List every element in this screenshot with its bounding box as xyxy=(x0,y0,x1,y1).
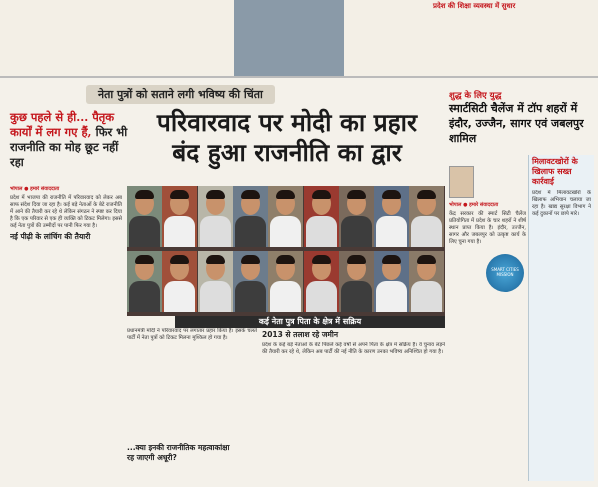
politician-photo xyxy=(374,251,409,312)
top-column-2 xyxy=(130,2,230,74)
headline-line-1: परिवारवाद पर मोदी का प्रहार xyxy=(156,108,418,137)
politician-photo xyxy=(233,251,268,312)
pull-quote-red: कुछ पहले से ही... पैतृक कार्यों में लग गए हैं, xyxy=(10,110,115,139)
politician-photo-grid xyxy=(127,186,445,316)
middle-article-column-2: प्रदेश के कई बड़े नेताओं के बेटे पिछले कई वर्षों से अपने पिता के क्षेत्र में सक्रिय हैं। वे चुनाव लड़ने की तैयारी कर रहे थे, लेकिन अब पार्टी की नई नीति के कारण उनका भविष्य अनिश्चित हो गया है। xyxy=(262,342,445,355)
photo-grid-caption: कई नेता पुत्र पिता के क्षेत्र में सक्रिय xyxy=(175,316,445,328)
middle-article-column: प्रधानमंत्री मोदी ने परिवारवाद पर लगातार प्रहार किया है। इसके चलते पार्टी में नेता पुत्रों को टिकट मिलना मुश्किल हो गया है। xyxy=(127,328,257,341)
left-subhead: नई पीढ़ी के लांचिंग की तैयारी xyxy=(10,232,91,241)
politician-photo xyxy=(198,251,233,312)
top-column-4 xyxy=(433,2,593,74)
politician-photo xyxy=(233,186,268,247)
politician-photo xyxy=(304,186,339,247)
headline-line-2: बंद हुआ राजनीति का द्वार xyxy=(172,138,402,167)
sidebar-news-box xyxy=(528,155,594,481)
politician-photo xyxy=(162,186,197,247)
top-column-3 xyxy=(348,2,430,74)
politician-photo xyxy=(268,251,303,312)
right-kicker: शुद्ध के लिए युद्ध xyxy=(449,91,502,101)
top-column-1 xyxy=(6,2,126,74)
top-strip xyxy=(0,0,598,78)
sidebar-body: प्रदेश में मिलावटखोरों के खिलाफ अभियान चलाया जा रहा है। खाद्य सुरक्षा विभाग ने कई दुकानों पर छापे मारे। xyxy=(532,190,591,217)
politician-photo xyxy=(409,251,444,312)
smart-city-logo-text: SMART CITIES MISSION xyxy=(491,267,519,277)
sidebar-headline: मिलावटखोरों के खिलाफ सख्त कार्रवाई xyxy=(532,157,578,186)
right-byline: भोपाल ● हमारे संवाददाता xyxy=(449,202,499,208)
smart-city-logo xyxy=(486,254,524,292)
politician-photo xyxy=(374,186,409,247)
right-headline: स्मार्टसिटी चैलेंज में टॉप शहरों में इंदौर, उज्जैन, सागर एवं जबलपुर शामिल xyxy=(449,102,584,145)
politician-photo xyxy=(127,186,162,247)
pull-quote-black: फिर भी राजनीति का मोह छूट नहीं रहा xyxy=(10,125,128,169)
politician-photo xyxy=(339,251,374,312)
politician-photo xyxy=(339,186,374,247)
politician-photo xyxy=(198,186,233,247)
pull-quote xyxy=(10,110,128,170)
right-article-column xyxy=(449,158,526,484)
politician-photo xyxy=(304,251,339,312)
politician-photo xyxy=(162,251,197,312)
main-headline xyxy=(132,108,442,168)
top-photo xyxy=(234,0,344,76)
right-body-text: केंद्र सरकार की स्मार्ट सिटी चैलेंज प्रतियोगिता में प्रदेश के चार शहरों ने शीर्ष स्थान प्राप्त किया है। इंदौर, उज्जैन, सागर और जबलपुर को उत्कृष्ट कार्य के लिए चुना गया है। xyxy=(449,211,526,245)
story-kicker: नेता पुत्रों को सताने लगी भविष्य की चिंता xyxy=(86,85,275,104)
middle-subhead: 2013 से तलाश रहे जमीन xyxy=(262,330,338,339)
politician-photo xyxy=(268,186,303,247)
politician-photo xyxy=(409,186,444,247)
byline: भोपाल ● हमारे संवाददाता xyxy=(10,186,60,192)
top-red-headline: प्रदेश की शिक्षा व्यवस्था में सुधार xyxy=(433,2,516,10)
left-article-column xyxy=(10,186,122,482)
left-body-text: प्रदेश में भाजपा की राजनीति में परिवारवाद को लेकर अब साफ संदेश दिया जा रहा है। कई बड़े नेताओं के बेटे राजनीति में आने की तैयारी कर रहे थे लेकिन संगठन ने स्पष्ट कर दिया है कि एक परिवार से एक ही व्यक्ति को टिकट मिलेगा। इससे कई नेता पुत्रों की उम्मीदों पर पानी फिर गया है। xyxy=(10,195,122,229)
politician-photo xyxy=(127,251,162,312)
middle-bottom-subhead: ...क्या इनकी राजनीतिक महत्वाकांक्षा रह जाएगी अधूरी? xyxy=(127,443,230,462)
right-photo-spacer xyxy=(449,158,526,202)
